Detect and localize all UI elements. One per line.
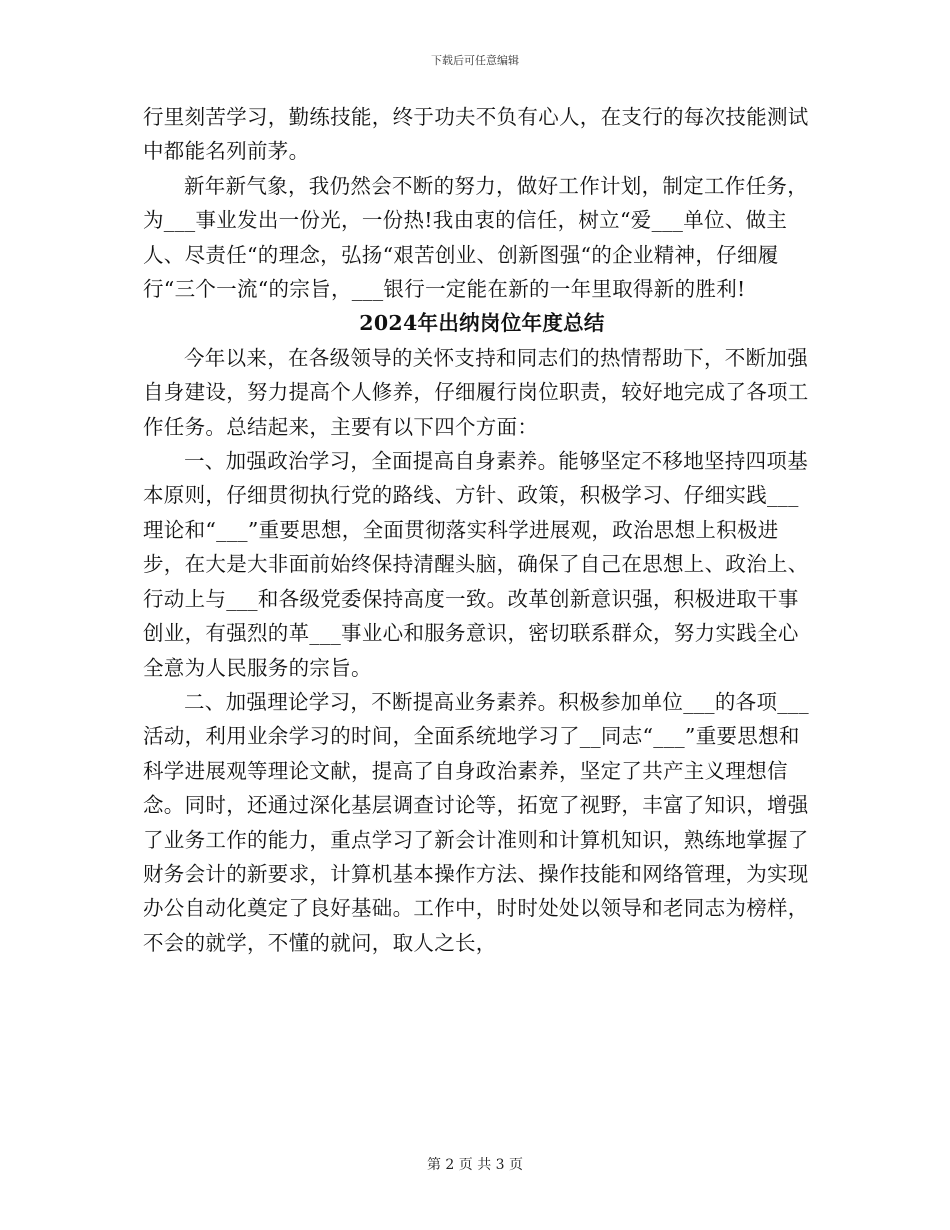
page-header: 下载后可任意编辑: [431, 54, 519, 67]
page-number: 第 2 页 共 3 页: [426, 1157, 524, 1173]
paragraph-new-year: 新年新气象，我仍然会不断的努力，做好工作计划，制定工作任务，为___事业发出一份光，一份热!我由衷的信任，树立“爱___单位、做主人、尽责任“的理念，弘扬“艰苦创业、创新图强“的企业精神，仔细履行“三个一流“的宗旨，___银行一定能在新的一年里取得新的胜利!: [143, 173, 808, 302]
document-body: [143, 100, 811, 960]
paragraph-section-one: 一、加强政治学习，全面提高自身素养。能够坚定不移地坚持四项基本原则，仔细贯彻执行党的路线、方针、政策，积极学习、仔细实践___理论和“___”重要思想，全面贯彻落实科学进展观，政治思想上积极进步，在大是大非面前始终保持清醒头脑，确保了自己在思想上、政治上、行动上与___和各级党委保持高度一致。改革创新意识强，积极进取干事创业，有强烈的革___事业心和服务意识，密切联系群众，努力实践全心全意为人民服务的宗旨。: [143, 449, 809, 680]
document-title: 2024年出纳岗位年度总结: [359, 311, 605, 336]
paragraph-continued: 行里刻苦学习，勤练技能，终于功夫不负有心人，在支行的每次技能测试中都能名列前茅。: [143, 105, 809, 164]
paragraph-section-two: 二、加强理论学习，不断提高业务素养。积极参加单位___的各项___活动，利用业余学习的时间，全面系统地学习了__同志“___”重要思想和科学进展观等理论文献，提高了自身政治素养，坚定了共产主义理想信念。同时，还通过深化基层调查讨论等，拓宽了视野，丰富了知识，增强了业务工作的能力，重点学习了新会计准则和计算机知识，熟练地掌握了财务会计的新要求，计算机基本操作方法、操作技能和网络管理，为实现办公自动化奠定了良好基础。工作中，时时处处以领导和老同志为榜样，不会的就学，不懂的就问，取人之长，: [143, 689, 809, 955]
paragraph-intro: 今年以来，在各级领导的关怀支持和同志们的热情帮助下，不断加强自身建设，努力提高个人修养，仔细履行岗位职责，较好地完成了各项工作任务。总结起来，主要有以下四个方面：: [143, 345, 809, 439]
